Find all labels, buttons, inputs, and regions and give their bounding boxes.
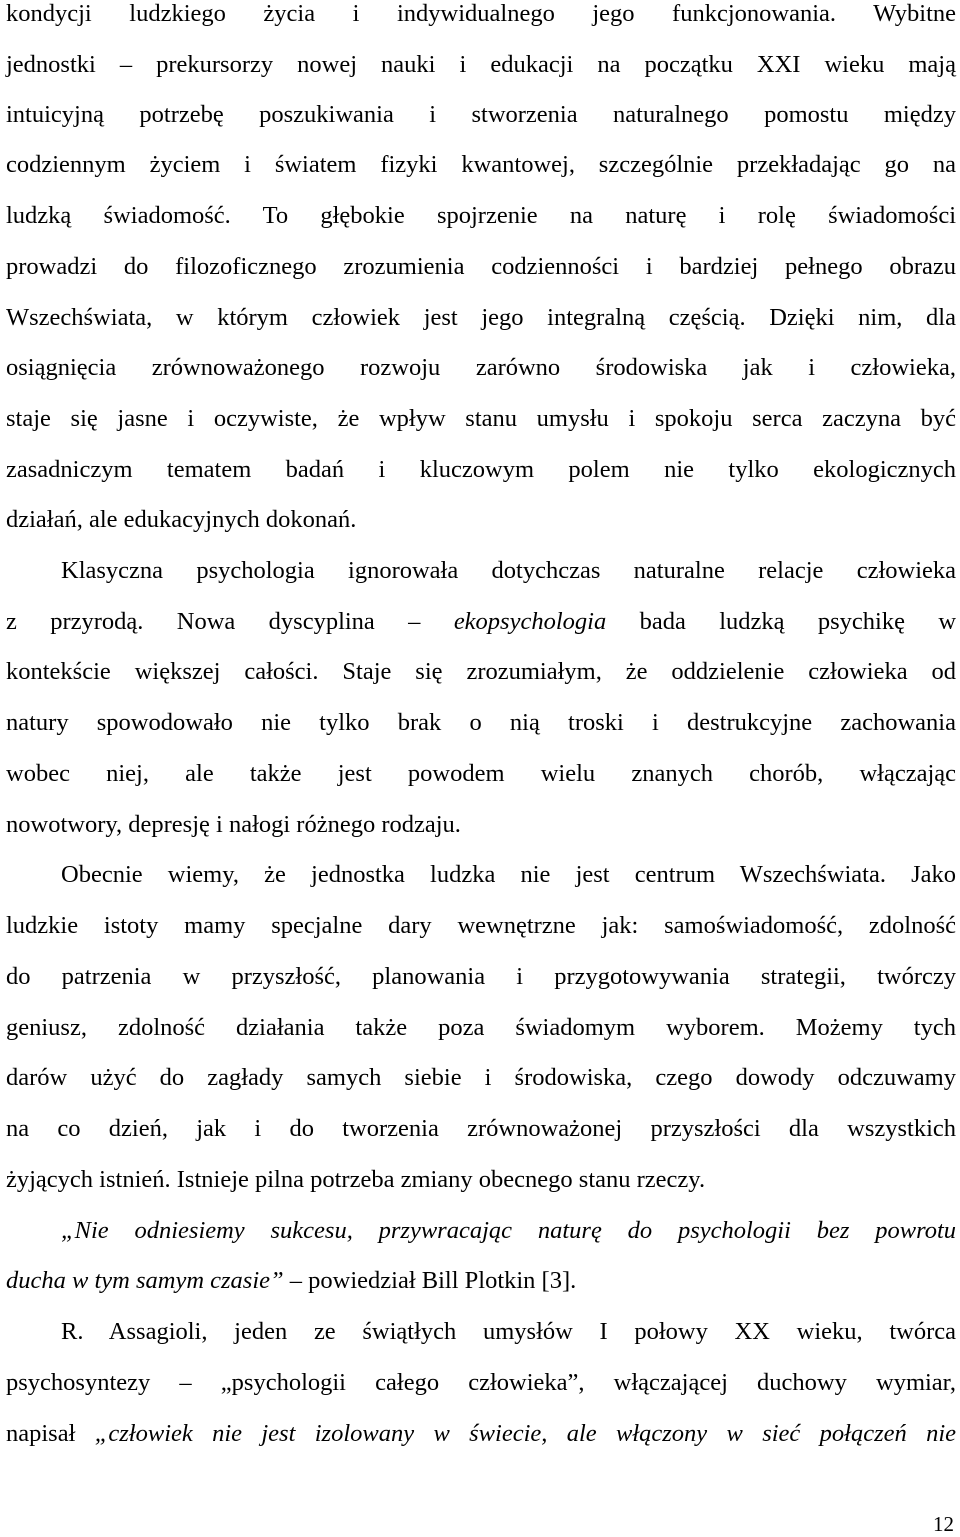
italic-term: ekopsychologia — [453, 608, 607, 635]
text-line: natury spowodowało nie tylko brak o nią troski i destrukcyjne zachowania — [6, 709, 956, 736]
text-line: ludzkie istoty mamy specjalne dary wewnętrzne jak: samoświadomość, zdolność — [6, 912, 956, 939]
text-line: prowadzi do filozoficznego zrozumienia codzienności i bardziej pełnego obrazu — [6, 253, 956, 280]
paragraph-first-line: R. Assagioli, jeden ze świątłych umysłów I połowy XX wieku, twórca — [61, 1318, 956, 1345]
text-line: codziennym życiem i światem fizyki kwantowej, szczególnie przekładając go na — [6, 151, 956, 178]
quote-line — [61, 1214, 956, 1248]
text-line: darów użyć do zagłady samych siebie i środowiska, czego dowody odczuwamy — [6, 1064, 956, 1091]
text-line: kondycji ludzkiego życia i indywidualnego jego funkcjonowania. Wybitne — [6, 0, 956, 27]
text-line: nowotwory, depresję i nałogi różnego rodzaju. — [6, 811, 461, 838]
text-line: na co dzień, jak i do tworzenia zrównoważonej przyszłości dla wszystkich — [6, 1115, 956, 1142]
text-span: napisał — [6, 1420, 76, 1447]
text-line: geniusz, zdolność działania także poza świadomym wyborem. Możemy tych — [6, 1014, 956, 1041]
italic-quote: „Nie odniesiemy sukcesu, przywracając naturę do psychologii bez powrotu — [61, 1217, 956, 1244]
text-line: jednostki – prekursorzy nowej nauki i edukacji na początku XXI wieku mają — [6, 51, 956, 78]
text-line: staje się jasne i oczywiste, że wpływ stanu umysłu i spokoju serca zaczyna być — [6, 405, 956, 432]
text-line: działań, ale edukacyjnych dokonań. — [6, 506, 357, 533]
italic-quote: „człowiek nie jest izolowany w świecie, ale włączony w sieć połączeń nie — [94, 1420, 957, 1447]
paragraph-first-line: Klasyczna psychologia ignorowała dotychczas naturalne relacje człowieka — [61, 557, 956, 584]
text-line: intuicyjną potrzebę poszukiwania i stworzenia naturalnego pomostu między — [6, 101, 956, 128]
text-line: wobec niej, ale także jest powodem wielu znanych chorób, włączając — [6, 760, 956, 787]
text-line: żyjących istnień. Istnieje pilna potrzeba zmiany obecnego stanu rzeczy. — [6, 1166, 706, 1193]
page-number: 12 — [933, 1512, 954, 1536]
text-line — [6, 1264, 956, 1298]
italic-quote: ducha w tym samym czasie” — [6, 1267, 284, 1294]
text-span: – powiedział Bill Plotkin [3]. — [283, 1267, 577, 1294]
text-line — [6, 1417, 956, 1451]
text-line: ludzką świadomość. To głębokie spojrzenie na naturę i rolę świadomości — [6, 202, 956, 229]
text-line: do patrzenia w przyszłość, planowania i przygotowywania strategii, twórczy — [6, 963, 956, 990]
text-line: kontekście większej całości. Staje się zrozumiałym, że oddzielenie człowieka od — [6, 658, 956, 685]
text-line: Wszechświata, w którym człowiek jest jego integralną częścią. Dzięki nim, dla — [6, 304, 956, 331]
text-span: bada ludzką psychikę w — [639, 608, 957, 635]
text-line: osiągnięcia zrównoważonego rozwoju zarówno środowiska jak i człowieka, — [6, 354, 956, 381]
text-span: z przyrodą. Nowa dyscyplina – — [6, 608, 421, 635]
text-line — [6, 605, 956, 639]
paragraph-first-line: Obecnie wiemy, że jednostka ludzka nie jest centrum Wszechświata. Jako — [61, 861, 956, 888]
text-line: psychosyntezy – „psychologii całego człowieka”, włączającej duchowy wymiar, — [6, 1369, 956, 1396]
text-line: zasadniczym tematem badań i kluczowym polem nie tylko ekologicznych — [6, 456, 956, 483]
